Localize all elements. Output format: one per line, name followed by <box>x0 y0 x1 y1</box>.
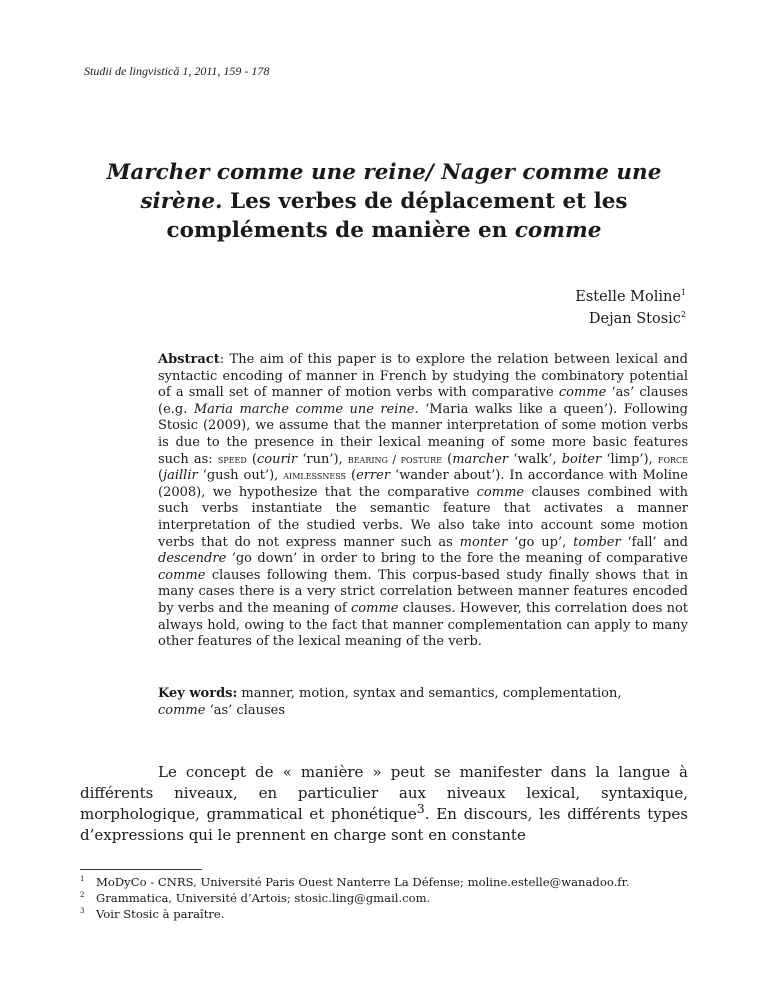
title-italic-comme: comme <box>514 218 602 243</box>
footnote-ref: 3 <box>416 801 425 816</box>
paper-title <box>70 158 698 245</box>
keywords: Key words: manner, motion, syntax and semantics, complementation, comme ‘as’ clauses <box>158 686 622 718</box>
author-name: Dejan Stosic$^2$ <box>588 310 686 327</box>
footnotes <box>80 874 688 923</box>
title-plain-part: Les verbes de déplacement et les compléments de manière en <box>166 189 628 243</box>
footnote-divider <box>80 869 202 870</box>
footnote: $^3$ Voir Stosic à paraître. <box>80 907 225 922</box>
abstract: Abstract: The aim of this paper is to explore the relation between lexical and syntactic encoding of manner in French by studying the combinatory potential of a small set of manner of motion verbs with comparative comme ‘as’ clauses (e.g. Maria marche comme une reine. ‘Maria walks like a queen’). Following Stosic (2009), we assume that the manner interpretation of some motion verbs is due to the presence in their lexical meaning of some more basic features such as: speed (courir ‘run’), bearing / posture (marcher ‘walk’, boiter ‘limp’), force (jaillir ‘gush out’), aimlessness (errer ‘wander about’). In accordance with Moline (2008), we hypothesize that the comparative comme clauses combined with such verbs instantiate the semantic feature that activates a manner interpretation of the studied verbs. We also take into account some motion verbs that do not express manner such as monter ‘go up’, tomber ‘fall’ and descendre ‘go down’ in order to bring to the fore the meaning of comparative comme clauses following them. This corpus-based study finally shows that in many cases there is a very strict correlation between manner features encoded by verbs and the meaning of comme clauses. However, this correlation does not always hold, owing to the fact that manner complementation can apply to many other features of the lexical meaning of the verb. <box>158 352 689 650</box>
keywords-label: Key words: <box>158 686 238 701</box>
footnote-ref: 2 <box>680 310 686 319</box>
author-block <box>575 286 686 330</box>
footnote-ref: 1 <box>680 288 686 297</box>
journal-citation: Studii de lingvistică 1, 2011, 159 - 178 <box>84 64 270 78</box>
title-italic-part: Marcher comme une reine/ Nager comme une sirène. <box>106 160 662 214</box>
abstract-label: Abstract <box>158 352 220 367</box>
footnote: $^2$ Grammatica, Université d’Artois; stosic.ling@gmail.com. <box>80 891 431 906</box>
body-paragraph: Le concept de « manière » peut se manifester dans la langue à différents niveaux, en particulier aux niveaux lexical, syntaxique, morphologique, grammatical et phonétique$^3$. En discours, les différents types d’expressions qui le prennent en charge sont en constante <box>80 763 688 844</box>
footnote: $^1$ MoDyCo - CNRS, Université Paris Ouest Nanterre La Défense; moline.estelle@wanadoo.fr. <box>80 875 630 889</box>
author-name: Estelle Moline$^1$ <box>575 288 686 305</box>
